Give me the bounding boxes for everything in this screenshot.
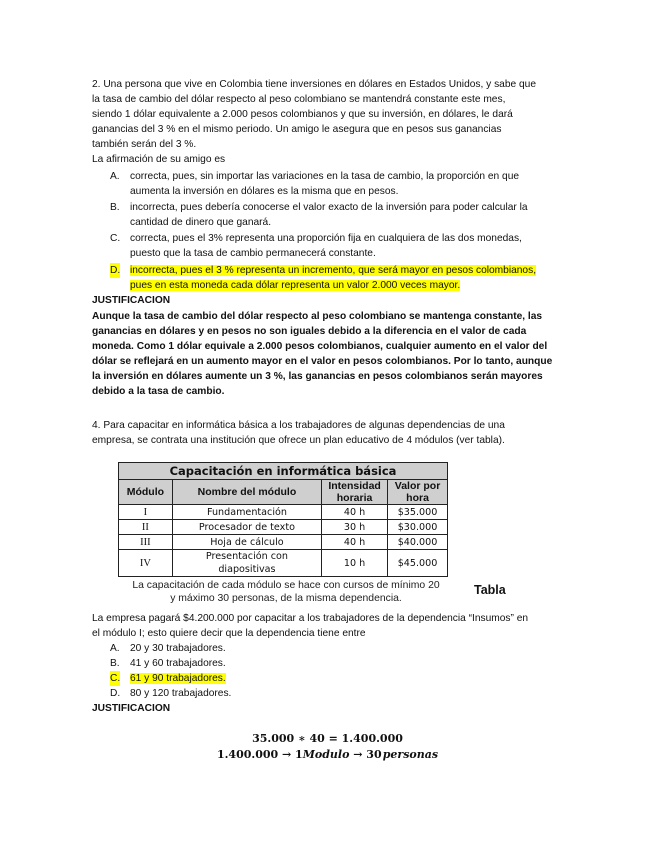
stem-line: el módulo I; esto quiere decir que la dependencia tiene entre (92, 628, 366, 639)
q2-justification (92, 309, 570, 399)
question-2-stem (92, 77, 570, 167)
justification-line: Aunque la tasa de cambio del dólar respecto al peso colombiano se mantenga constante, las (92, 311, 543, 322)
option-text: correcta, pues, sin importar las variaciones en la tasa de cambio, la proporción en que (130, 171, 520, 182)
justification-line: ganancias en dólares y en pesos no son iguales debido a la diferencia en el valor de cada (92, 326, 527, 337)
option-letter: D. (110, 688, 121, 699)
option-letter: D. (110, 265, 121, 276)
table-side-label: Tabla (474, 583, 506, 597)
option-letter: B. (110, 202, 120, 213)
table-cell: $30.000 (388, 520, 448, 535)
table-header: Intensidad horaria (322, 480, 388, 505)
table-header: Módulo (119, 480, 173, 505)
table-title: Capacitación en informática básica (119, 463, 448, 480)
stem-line: La afirmación de su amigo es (92, 154, 226, 165)
option-letter: C. (110, 673, 121, 684)
option-text: 80 y 120 trabajadores. (130, 688, 232, 699)
question-4-followup (92, 611, 570, 641)
option-text: aumenta la inversión en dólares es la misma que en pesos. (130, 186, 399, 197)
table-cell: $45.000 (388, 550, 448, 577)
justification-line: debido a la tasa de cambio. (92, 386, 225, 397)
stem-line: la tasa de cambio del dólar respecto al peso colombiano se mantendrá constante este mes, (92, 94, 506, 105)
option-text: pues en esta moneda cada dólar representa un valor 2.000 veces mayor. (130, 280, 461, 291)
justification-line: moneda. Como 1 dólar equivale a 2.000 pesos colombianos, cualquier aumento en el valor del (92, 341, 548, 352)
table-cell: 30 h (322, 520, 388, 535)
equation-part: → 30 (349, 748, 382, 761)
equation-part: personas (382, 748, 439, 761)
caption-line: La capacitación de cada módulo se hace con cursos de mínimo 20 (132, 580, 440, 591)
table-cell: Fundamentación (172, 505, 321, 520)
table-cell: $40.000 (388, 535, 448, 550)
table-cell: $35.000 (388, 505, 448, 520)
table-cell: IV (119, 550, 173, 577)
justification-heading: JUSTIFICACION (92, 295, 171, 306)
table-row (119, 535, 448, 550)
table-cell: Presentación con diapositivas (172, 550, 321, 577)
caption-line: y máximo 30 personas, de la misma dependencia. (170, 593, 402, 604)
option-letter: A. (110, 643, 120, 654)
table-caption (126, 579, 446, 605)
table-cell: I (119, 505, 173, 520)
table-cell: II (119, 520, 173, 535)
justification-line: dólar se reflejará en un aumento mayor en el valor en pesos colombianos. Por lo tanto, aunque (92, 356, 553, 367)
stem-line: La empresa pagará $4.200.000 por capacitar a los trabajadores de la dependencia “Insumos” en (92, 613, 529, 624)
option-text: 41 y 60 trabajadores. (130, 658, 226, 669)
option-text: cantidad de dinero que ganará. (130, 217, 272, 228)
question-4-stem (92, 418, 570, 448)
table-header: Valor por hora (388, 480, 448, 505)
equation-2 (0, 748, 655, 761)
stem-line: 4. Para capacitar en informática básica a los trabajadores de algunas dependencias de una (92, 420, 505, 431)
table-cell: 40 h (322, 535, 388, 550)
stem-line: ganancias del 3 % en el mismo periodo. Un amigo le asegura que en pesos sus ganancias (92, 124, 502, 135)
table-header: Nombre del módulo (172, 480, 321, 505)
option-letter: A. (110, 171, 120, 182)
table-cell: Hoja de cálculo (172, 535, 321, 550)
option-letter: C. (110, 233, 121, 244)
option-text: incorrecta, pues el 3 % representa un incremento, que será mayor en pesos colombianos, (130, 265, 537, 276)
table-cell: 10 h (322, 550, 388, 577)
stem-line: empresa, se contrata una institución que ofrece un plan educativo de 4 módulos (ver tabla). (92, 435, 505, 446)
option-letter: B. (110, 658, 120, 669)
option-text: 61 y 90 trabajadores. (130, 673, 226, 684)
table-cell: III (119, 535, 173, 550)
justification-heading-2: JUSTIFICACION (92, 703, 171, 714)
equation-1: 35.000 ∗ 40 = 1.400.000 (252, 732, 403, 745)
table-row (119, 550, 448, 577)
stem-line: siendo 1 dólar equivalente a 2.000 pesos colombianos y que su inversión, en dólares, le dará (92, 109, 513, 120)
table-cell: 40 h (322, 505, 388, 520)
equation-part: Modulo (302, 748, 350, 761)
option-text: puesto que la tasa de cambio permanecerá constante. (130, 248, 376, 259)
training-table (118, 462, 448, 577)
table-row (119, 520, 448, 535)
table-row (119, 505, 448, 520)
stem-line: 2. Una persona que vive en Colombia tiene inversiones en dólares en Estados Unidos, y sabe que (92, 79, 536, 90)
equation-part: 1.400.000 → 1 (216, 748, 303, 761)
option-text: correcta, pues el 3% representa una proporción fija en cualquiera de las dos monedas, (130, 233, 522, 244)
justification-line: la inversión en dólares aumente un 3 %, las ganancias en pesos colombianos serán mayores (92, 371, 543, 382)
option-text: incorrecta, pues debería conocerse el valor exacto de la inversión para poder calcular la (130, 202, 528, 213)
option-text: 20 y 30 trabajadores. (130, 643, 226, 654)
training-table-image (118, 462, 458, 577)
stem-line: también serán del 3 %. (92, 139, 197, 150)
table-cell: Procesador de texto (172, 520, 321, 535)
